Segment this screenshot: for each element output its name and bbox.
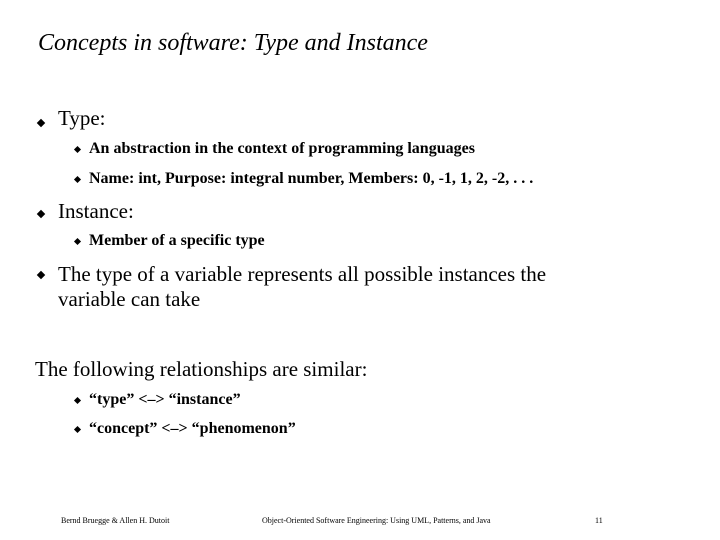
sub-bullet-icon — [74, 426, 81, 433]
bullet-diamond-icon — [37, 119, 45, 127]
bullet-variable-line2: variable can take — [58, 287, 201, 311]
sub-bullet-icon — [74, 397, 81, 404]
footer-authors: Bernd Bruegge & Allen H. Dutoit — [61, 516, 170, 525]
sub-bullet-icon — [74, 146, 81, 153]
slide-title: Concepts in software: Type and Instance — [38, 30, 428, 56]
bullet-variable-line1: The type of a variable represents all possible instances the — [58, 262, 547, 286]
footer-book-title: Object-Oriented Software Engineering: Using UML, Patterns, and Java — [262, 516, 491, 525]
sub-bullet-icon — [74, 176, 81, 183]
bullet-diamond-icon — [37, 271, 45, 279]
sub-bullet-name-int: Name: int, Purpose: integral number, Members: 0, -1, 1, 2, -2, . . . — [89, 170, 534, 187]
relationship-concept-phenomenon: “concept” <–> “phenomenon” — [89, 420, 296, 437]
sub-bullet-abstraction: An abstraction in the context of programming languages — [89, 140, 475, 157]
bullet-diamond-icon — [37, 210, 45, 218]
sub-bullet-member: Member of a specific type — [89, 232, 265, 249]
relationship-type-instance: “type” <–> “instance” — [89, 391, 241, 408]
bullet-type: Type: — [58, 106, 106, 130]
sub-bullet-icon — [74, 238, 81, 245]
relationships-heading: The following relationships are similar: — [35, 357, 368, 381]
bullet-instance: Instance: — [58, 199, 134, 223]
footer-page-number: 11 — [595, 516, 603, 525]
